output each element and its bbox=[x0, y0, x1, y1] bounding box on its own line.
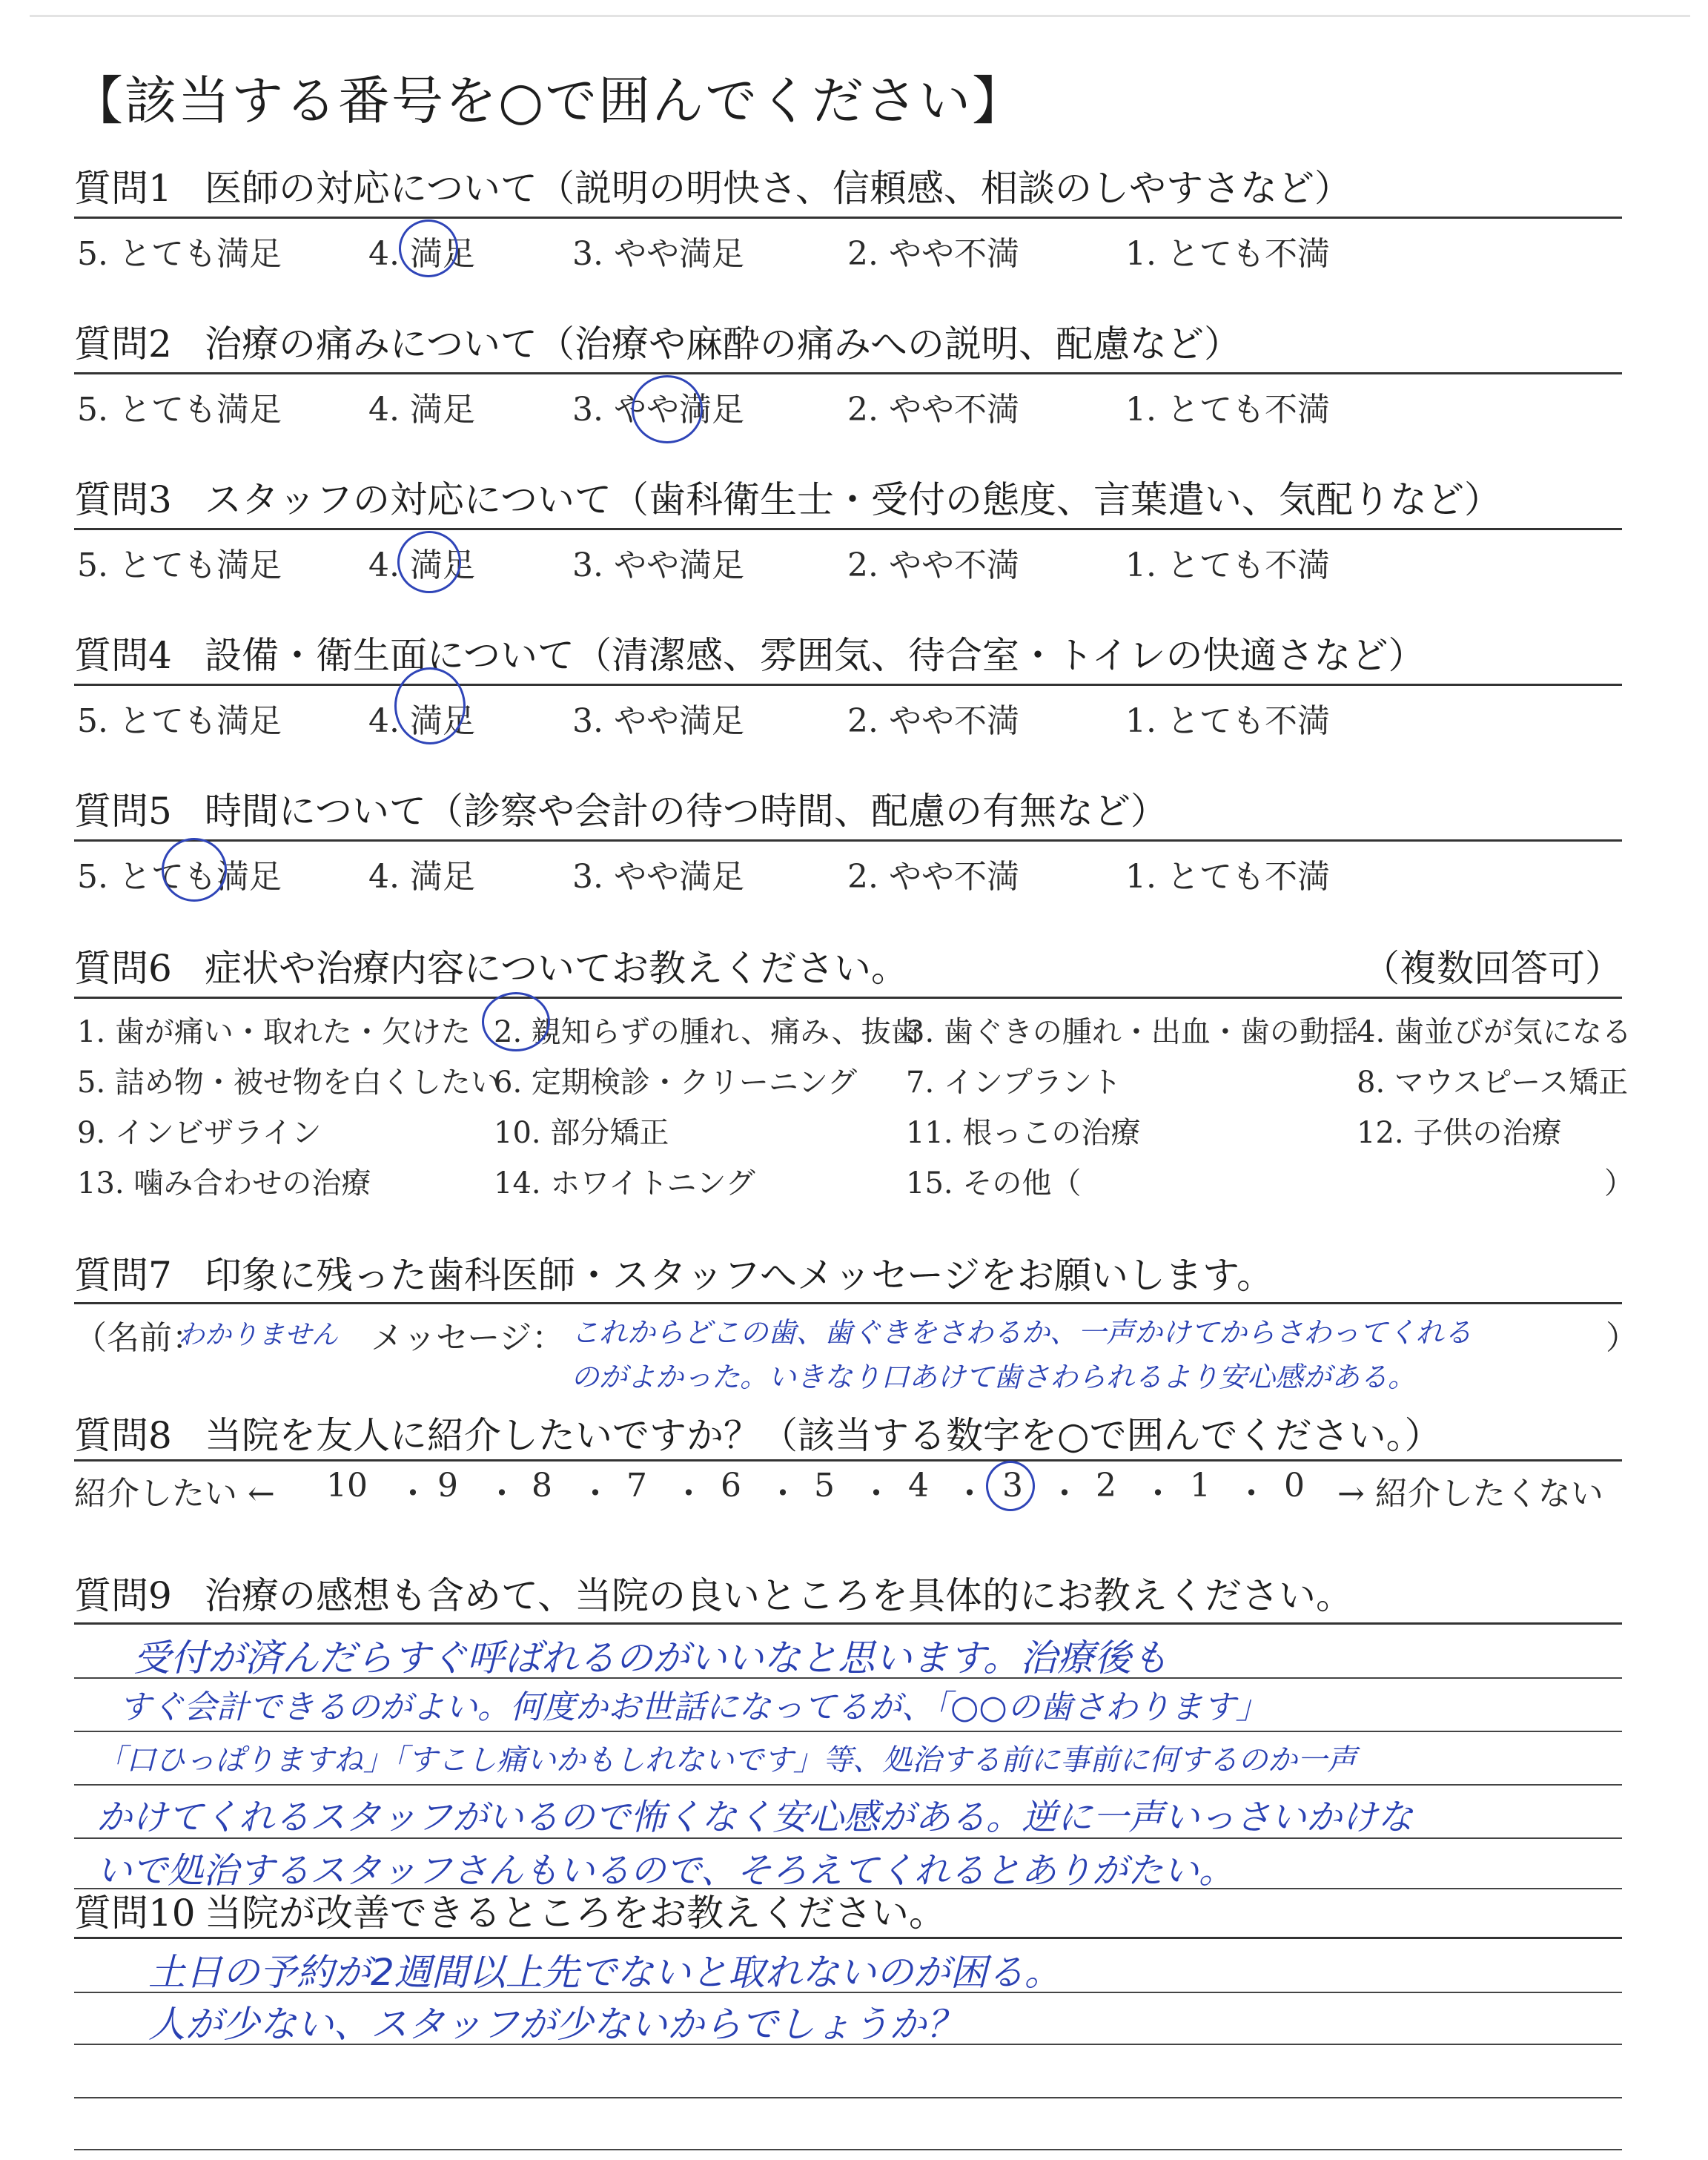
question-text: 印象に残った歯科医師・スタッフへメッセージをお願いします。 bbox=[205, 1254, 1274, 1297]
q9-handwritten-line-3[interactable]: 「口ひっぱりますね」「すこし痛いかもしれないです」等、処治する前に事前に何するのか一声 bbox=[96, 1743, 1357, 1777]
q4-option-2[interactable]: 2. やや不満 bbox=[847, 702, 1019, 740]
question-text: 医師の対応について（説明の明快さ、信頼感、相談のしやすさなど） bbox=[205, 167, 1351, 210]
q9-handwritten-line-5[interactable]: いで処治するスタッフさんもいるので、そろえてくれるとありがたい。 bbox=[96, 1850, 1235, 1892]
q6-option-11[interactable]: 11. 根っこの治療 bbox=[906, 1116, 1141, 1150]
name-label: （名前： bbox=[74, 1319, 205, 1357]
question-number: 質問1 bbox=[74, 167, 172, 210]
scale-separator: ・ bbox=[1142, 1475, 1174, 1513]
answer-line bbox=[74, 2097, 1622, 2098]
question-number: 質問7 bbox=[74, 1254, 172, 1297]
question-3 bbox=[74, 470, 1501, 524]
answer-line bbox=[74, 2149, 1622, 2150]
scale-1[interactable]: 1 bbox=[1190, 1467, 1211, 1505]
question-text: 症状や治療内容についてお教えください。 bbox=[205, 947, 908, 990]
scale-8[interactable]: 8 bbox=[532, 1467, 552, 1505]
question-number: 質問4 bbox=[74, 634, 172, 677]
scale-5[interactable]: 5 bbox=[814, 1467, 835, 1505]
q2-option-5[interactable]: 5. とても満足 bbox=[77, 391, 282, 429]
question-text: 当院が改善できるところをお教えください。 bbox=[205, 1892, 946, 1935]
q6-option-12[interactable]: 12. 子供の治療 bbox=[1357, 1116, 1562, 1150]
q9-handwritten-line-2[interactable]: すぐ会計できるのがよい。何度かお世話になってるが、「○○の歯さわります」 bbox=[119, 1688, 1268, 1726]
q6-option-4[interactable]: 4. 歯並びが気になる bbox=[1357, 1015, 1632, 1049]
q3-option-3[interactable]: 3. やや満足 bbox=[572, 546, 744, 584]
q6-option-7[interactable]: 7. インプラント bbox=[906, 1066, 1122, 1100]
scale-6[interactable]: 6 bbox=[721, 1467, 741, 1505]
question-10 bbox=[74, 1883, 946, 1937]
question-text: 治療の感想も含めて、当院の良いところを具体的にお教えください。 bbox=[205, 1574, 1353, 1617]
question-divider bbox=[74, 372, 1622, 374]
question-text: 時間について（診察や会計の待つ時間、配慮の有無など） bbox=[205, 790, 1168, 833]
q5-option-4[interactable]: 4. 満足 bbox=[368, 858, 475, 896]
q6-option-1[interactable]: 1. 歯が痛い・取れた・欠けた bbox=[77, 1015, 471, 1049]
q5-option-5[interactable]: 5. とても満足 bbox=[77, 858, 282, 896]
q6-option-15[interactable]: 15. その他（ bbox=[906, 1166, 1082, 1200]
question-5 bbox=[74, 782, 1168, 835]
question-number: 質問5 bbox=[74, 790, 172, 833]
q3-option-2[interactable]: 2. やや不満 bbox=[847, 546, 1019, 584]
question-number: 質問3 bbox=[74, 478, 172, 521]
question-number: 質問10 bbox=[74, 1892, 196, 1935]
scale-7[interactable]: 7 bbox=[626, 1467, 647, 1505]
question-number: 質問9 bbox=[74, 1574, 172, 1617]
scale-separator: ・ bbox=[767, 1475, 799, 1513]
page-top-edge bbox=[30, 15, 1690, 17]
q10-handwritten-line-2[interactable]: 人が少ない、スタッフが少ないからでしょうか？ bbox=[148, 2003, 964, 2046]
question-text: 設備・衛生面について（清潔感、雰囲気、待合室・トイレの快適さなど） bbox=[205, 634, 1426, 677]
q6-option-10[interactable]: 10. 部分矯正 bbox=[494, 1116, 669, 1150]
instruction-heading: 【該当する番号を○で囲んでください】 bbox=[71, 70, 1026, 131]
scale-4[interactable]: 4 bbox=[908, 1467, 929, 1505]
scale-separator: ・ bbox=[672, 1475, 705, 1513]
q1-selected-circle-mark bbox=[399, 219, 458, 277]
q2-selected-circle-mark bbox=[632, 375, 703, 443]
q1-option-5[interactable]: 5. とても満足 bbox=[77, 235, 282, 273]
question-divider bbox=[74, 684, 1622, 686]
question-divider bbox=[74, 217, 1622, 219]
scale-9[interactable]: 9 bbox=[437, 1467, 458, 1505]
q6-option-6[interactable]: 6. 定期検診・クリーニング bbox=[494, 1066, 858, 1100]
question-9 bbox=[74, 1566, 1353, 1619]
scale-3[interactable]: 3 bbox=[1002, 1467, 1023, 1505]
scale-separator: ・ bbox=[860, 1475, 893, 1513]
q3-option-4[interactable]: 4. 満足 bbox=[368, 546, 475, 584]
q8-selected-circle-mark bbox=[986, 1461, 1035, 1511]
question-6 bbox=[74, 939, 908, 992]
question-8 bbox=[74, 1406, 1442, 1459]
q9-handwritten-line-1[interactable]: 受付が済んだらすぐ呼ばれるのがいいなと思います。治療後も bbox=[133, 1636, 1168, 1680]
scale-separator: ・ bbox=[397, 1475, 429, 1513]
scale-10[interactable]: 10 bbox=[326, 1467, 368, 1505]
q6-option-8[interactable]: 8. マウスピース矯正 bbox=[1357, 1066, 1629, 1100]
question-1 bbox=[74, 159, 1351, 212]
q5-selected-circle-mark bbox=[162, 838, 227, 902]
question-number: 質問6 bbox=[74, 947, 172, 990]
answer-line bbox=[74, 1784, 1622, 1786]
question-number: 質問8 bbox=[74, 1414, 172, 1457]
scale-2[interactable]: 2 bbox=[1096, 1467, 1116, 1505]
question-divider bbox=[74, 528, 1622, 530]
scale-separator: ・ bbox=[1048, 1475, 1081, 1513]
q9-handwritten-line-4[interactable]: かけてくれるスタッフがいるので怖くなく安心感がある。逆に一声いっさいかけな bbox=[96, 1797, 1414, 1838]
q6-option-2[interactable]: 2. 親知らずの腫れ、痛み、抜歯 bbox=[494, 1015, 921, 1049]
scale-separator: ・ bbox=[953, 1475, 986, 1513]
question-divider bbox=[74, 839, 1622, 842]
question-2 bbox=[74, 314, 1241, 368]
q1-option-3[interactable]: 3. やや満足 bbox=[572, 235, 744, 273]
q5-option-3[interactable]: 3. やや満足 bbox=[572, 858, 744, 896]
question-divider bbox=[74, 997, 1622, 999]
q6-option-5[interactable]: 5. 詰め物・被せ物を白くしたい bbox=[77, 1066, 500, 1100]
q2-option-1[interactable]: 1. とても不満 bbox=[1125, 391, 1330, 429]
question-divider bbox=[74, 1459, 1622, 1462]
message-handwritten-line-1[interactable]: これからどこの歯、歯ぐきをさわるか、一声かけてからさわってくれる bbox=[571, 1316, 1472, 1349]
q2-option-3[interactable]: 3. やや満足 bbox=[572, 391, 744, 429]
q2-option-2[interactable]: 2. やや不満 bbox=[847, 391, 1019, 429]
question-text: 治療の痛みについて（治療や麻酔の痛みへの説明、配慮など） bbox=[205, 323, 1241, 366]
q6-option-13[interactable]: 13. 噛み合わせの治療 bbox=[77, 1166, 371, 1200]
question-number: 質問2 bbox=[74, 323, 172, 366]
recommend-left-label: 紹介したい ← bbox=[74, 1475, 275, 1513]
q4-option-5[interactable]: 5. とても満足 bbox=[77, 702, 282, 740]
q10-handwritten-line-1[interactable]: 土日の予約が2週間以上先でないと取れないのが困る。 bbox=[148, 1951, 1062, 1994]
q4-option-4[interactable]: 4. 満足 bbox=[368, 702, 475, 740]
q1-option-2[interactable]: 2. やや不満 bbox=[847, 235, 1019, 273]
question-divider bbox=[74, 1622, 1622, 1625]
question-text: スタッフの対応について（歯科衛生士・受付の態度、言葉遣い、気配りなど） bbox=[205, 478, 1501, 521]
q3-option-1[interactable]: 1. とても不満 bbox=[1125, 546, 1330, 584]
recommend-right-label: → 紹介したくない bbox=[1337, 1475, 1603, 1513]
message-label: メッセージ： bbox=[371, 1319, 565, 1357]
q1-option-4[interactable]: 4. 満足 bbox=[368, 235, 475, 273]
multiple-answers-note: （複数回答可） bbox=[1363, 947, 1622, 990]
scale-0[interactable]: 0 bbox=[1284, 1467, 1305, 1505]
q6-option-9[interactable]: 9. インビザライン bbox=[77, 1116, 322, 1150]
q6-other-close-paren: ） bbox=[1604, 1166, 1634, 1200]
q6-option-14[interactable]: 14. ホワイトニング bbox=[494, 1166, 755, 1200]
question-4 bbox=[74, 626, 1426, 679]
question-text: 当院を友人に紹介したいですか？（該当する数字を○で囲んでください。） bbox=[205, 1414, 1442, 1457]
name-handwritten-value[interactable]: わかりません bbox=[178, 1320, 339, 1350]
q1-option-1[interactable]: 1. とても不満 bbox=[1125, 235, 1330, 273]
q3-option-5[interactable]: 5. とても満足 bbox=[77, 546, 282, 584]
answer-line bbox=[74, 1731, 1622, 1732]
scale-separator: ・ bbox=[1235, 1475, 1268, 1513]
q4-option-3[interactable]: 3. やや満足 bbox=[572, 702, 744, 740]
q4-option-1[interactable]: 1. とても不満 bbox=[1125, 702, 1330, 740]
q5-option-2[interactable]: 2. やや不満 bbox=[847, 858, 1019, 896]
scale-separator: ・ bbox=[486, 1475, 518, 1513]
q5-option-1[interactable]: 1. とても不満 bbox=[1125, 858, 1330, 896]
question-divider bbox=[74, 1302, 1622, 1304]
q6-selected-circle-mark bbox=[482, 992, 550, 1051]
q4-selected-circle-mark bbox=[394, 667, 466, 744]
message-close-paren: ） bbox=[1606, 1319, 1638, 1357]
q2-option-4[interactable]: 4. 満足 bbox=[368, 391, 475, 429]
q3-selected-circle-mark bbox=[397, 531, 461, 593]
message-handwritten-line-2[interactable]: のがよかった。いきなり口あけて歯さわられるより安心感がある。 bbox=[571, 1361, 1417, 1393]
scale-separator: ・ bbox=[579, 1475, 612, 1513]
q6-option-3[interactable]: 3. 歯ぐきの腫れ・出血・歯の動揺 bbox=[906, 1015, 1359, 1049]
question-7 bbox=[74, 1246, 1274, 1299]
question-divider bbox=[74, 1937, 1622, 1939]
